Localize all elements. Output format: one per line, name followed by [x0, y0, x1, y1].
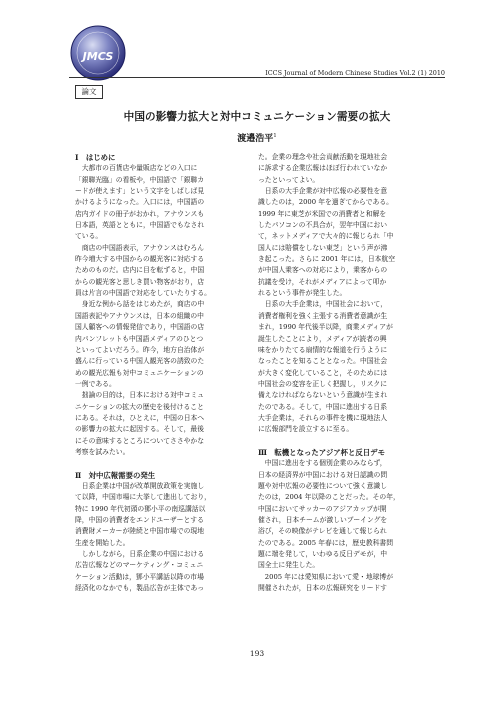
body-text-line: 日系の大手企業は，中国社会において， [258, 300, 388, 309]
journal-logo [69, 24, 127, 82]
body-text-line: 開催されたが，日本の広報研究をリードす [258, 584, 387, 593]
body-text-line: 大都市の百貨店や量販店などの入口に [75, 164, 198, 173]
body-text-line: 生産を開始した。 [75, 538, 130, 547]
body-text-line: き起こった。さらに 2001 年には，日本航空 [258, 255, 396, 264]
body-text-line: 国全土に発生した。 [258, 561, 320, 570]
body-text-line: 降，中国の消費者をエンドユーザーとする [75, 516, 204, 524]
section-heading: Ⅱ 対中広報需要の発生 [75, 470, 156, 480]
body-text-line: 特に 1990 年代初頭の鄧小平の南巡講話以 [75, 504, 206, 513]
body-text-line: 国人には賠償をしない東芝」という声が沸 [258, 243, 388, 252]
body-text-line: 「銀聯光臨」の看板や，中国語で「銀聯カ [75, 175, 205, 184]
body-text-line: なったことを知ることとなった。中国社会 [258, 357, 388, 366]
article-type-label: 論文 [75, 85, 103, 99]
body-text-line: 識したのは，2000 年を過ぎてからである。 [258, 198, 393, 207]
body-text-line: れるという事件が発生した。 [258, 289, 347, 298]
header-rule [69, 77, 445, 78]
body-text-line: 一例である。 [75, 379, 116, 388]
body-text-line: にある。それは，ひとえに，中国の日本へ [75, 413, 205, 422]
body-text-line: が中国人乗客への対応により，乗客からの [258, 266, 388, 275]
body-text-line: 拙論の目的は，日本における対中コミュ [75, 391, 205, 400]
author-name: 渡邉浩平 [237, 134, 274, 144]
body-text-line: 抗議を受け，それがメディアによって叩か [258, 277, 387, 286]
body-text-line: 消費者権利を強く主張する消費者意識が生 [258, 311, 388, 320]
body-text-line [258, 436, 442, 447]
journal-header: ICCS Journal of Modern Chinese Studies Vol.2 (1) 2010 [265, 69, 445, 77]
body-text-line: 中国社会の変容を正しく把握し，リスクに [258, 379, 388, 388]
body-text-line: 浴び，その映像がテレビを通して報じられ [258, 527, 387, 536]
body-text-line: ードが使えます」という文字をしばしば見 [75, 187, 205, 196]
body-text-line: しかしながら，日系企業の中国における [75, 550, 205, 559]
body-text-line: からの観光客と思しき買い物客がおり，店 [75, 277, 205, 286]
body-text-line: 誕生したことにより，メディアが読者の興 [258, 334, 387, 343]
body-text-line: の影響力の拡大に起因する。そして，最後 [75, 425, 205, 434]
author-footnote-mark: 1 [273, 133, 277, 139]
body-text-line: 国人顧客への情報発信であり，中国語の店 [75, 323, 205, 332]
body-text-line: ったといってよい。 [258, 175, 320, 184]
body-text-line: 日系企業は中国が改革開放政策を実施し [75, 481, 205, 490]
body-text-line: 2005 年には愛知県において愛・地球博が [258, 572, 394, 581]
body-text-line: たのである。そして，中国に進出する日系 [258, 402, 388, 411]
article-title: 中国の影響力拡大と対中コミュニケーション需要の拡大 [123, 111, 391, 123]
body-text-line: が大きく変化していること，そのためには [258, 368, 388, 377]
body-text-line: 日本の経済界が中国における対日認識の問 [258, 470, 388, 479]
body-text-line: ケーション活動は，鄧小平講話以降の市場 [75, 572, 204, 581]
body-text-line: 日本語，英語とともに，中国語でもなされ [75, 221, 205, 230]
body-text-line: 広告広報などのマーケティング・コミュニ [75, 561, 204, 570]
body-text-line: ためのものだ。店内に目を転ずると，中国 [75, 266, 205, 275]
body-text-line: 大手企業は，それらの事件を機に現地法人 [258, 413, 388, 422]
body-text-line: 店内ガイドの冊子がおかれ，アナウンスも [75, 209, 205, 218]
body-text-line: て以降，中国市場に大挙して進出しており， [75, 493, 211, 502]
body-text-line: 員は片言の中国語で対応をしていたりする。 [75, 289, 211, 298]
body-text-line: 国語表記やアナウンスは，日本の組織の中 [75, 311, 204, 320]
body-text-line: たのは，2004 年以降のことだった。その年， [258, 493, 400, 502]
body-text-line: て，ネットメディアで大々的に報じられ「中 [258, 232, 394, 241]
right-column [258, 152, 442, 594]
body-text-line: かけるようになった。入口には，中国語の [75, 198, 205, 207]
section-heading: Ⅰ はじめに [75, 153, 116, 162]
logo-text: JMCS [82, 50, 114, 63]
body-text-line: ている。 [75, 232, 103, 241]
body-text-line: 味をかりたてる扇情的な報道を行うように [258, 345, 388, 354]
body-text-line: 盛んに行っている中国人観光客の誘致のた [75, 357, 205, 366]
body-text-line: 日系の大手企業が対中広報の必要性を意 [258, 187, 388, 196]
section-heading: Ⅲ 転機となったアジア杯と反日デモ [258, 447, 385, 457]
body-text-line: 商店の中国語表示，アナウンスはむろん [75, 243, 204, 252]
body-text-line: 1999 年に東芝が米国での消費者と和解を [258, 209, 387, 218]
body-text-line: 消費財メーカーが陸続と中国市場での現地 [75, 527, 205, 536]
body-text-line: ニケーションの拡大の歴史を後付けること [75, 402, 204, 411]
body-text-line: まれ，1990 年代後半以降，商業メディアが [258, 323, 393, 332]
body-text-line: た。企業の理念や社会貢献活動を現地社会 [258, 153, 388, 161]
body-text-line: 催され，日本チームが激しいブーイングを [258, 516, 388, 524]
page-number: 193 [249, 649, 265, 658]
body-text-line: にその意味するところについてささやかな [75, 436, 205, 445]
body-text-line: したパソコンの不具合が，翌年中国におい [258, 221, 388, 230]
body-text-line: 身近な例から話をはじめたが，商店の中 [75, 300, 205, 309]
author [69, 131, 445, 144]
body-text-line: 中国に進出をする個別企業のみならず， [258, 459, 387, 468]
body-text-line: 中国においてサッカーのアジアカップが開 [258, 504, 387, 513]
body-text-line: 題に端を発して，いわゆる反日デモが，中 [258, 550, 388, 559]
body-text-line: 備えなければならないという意識が生まれ [258, 391, 388, 400]
body-text-line: 題や対中広報の必要性について強く意識し [258, 481, 388, 490]
left-column [75, 152, 259, 594]
body-text-line: めの観光広報も対中コミュニケーションの [75, 368, 204, 377]
body-text-line: たのである。2005 年春には，歴史教科書問 [258, 538, 394, 547]
body-text-line [75, 458, 259, 469]
body-text-line: といってよいだろう。昨今，地方自治体が [75, 345, 205, 354]
body-text-line: 考察を試みたい。 [75, 447, 130, 456]
body-text-line: 昨今増大する中国からの観光客に対応する [75, 255, 205, 264]
body-text-line: に広報部門を設立するに至る。 [258, 425, 354, 434]
body-text-line: に訴求する企業広報はほぼ行われていなか [258, 164, 388, 173]
body-text-line: 内パンフレットも中国語メディアのひとつ [75, 334, 204, 343]
body-text-line: 経済化のなかでも，製品広告が主体であっ [75, 584, 205, 593]
